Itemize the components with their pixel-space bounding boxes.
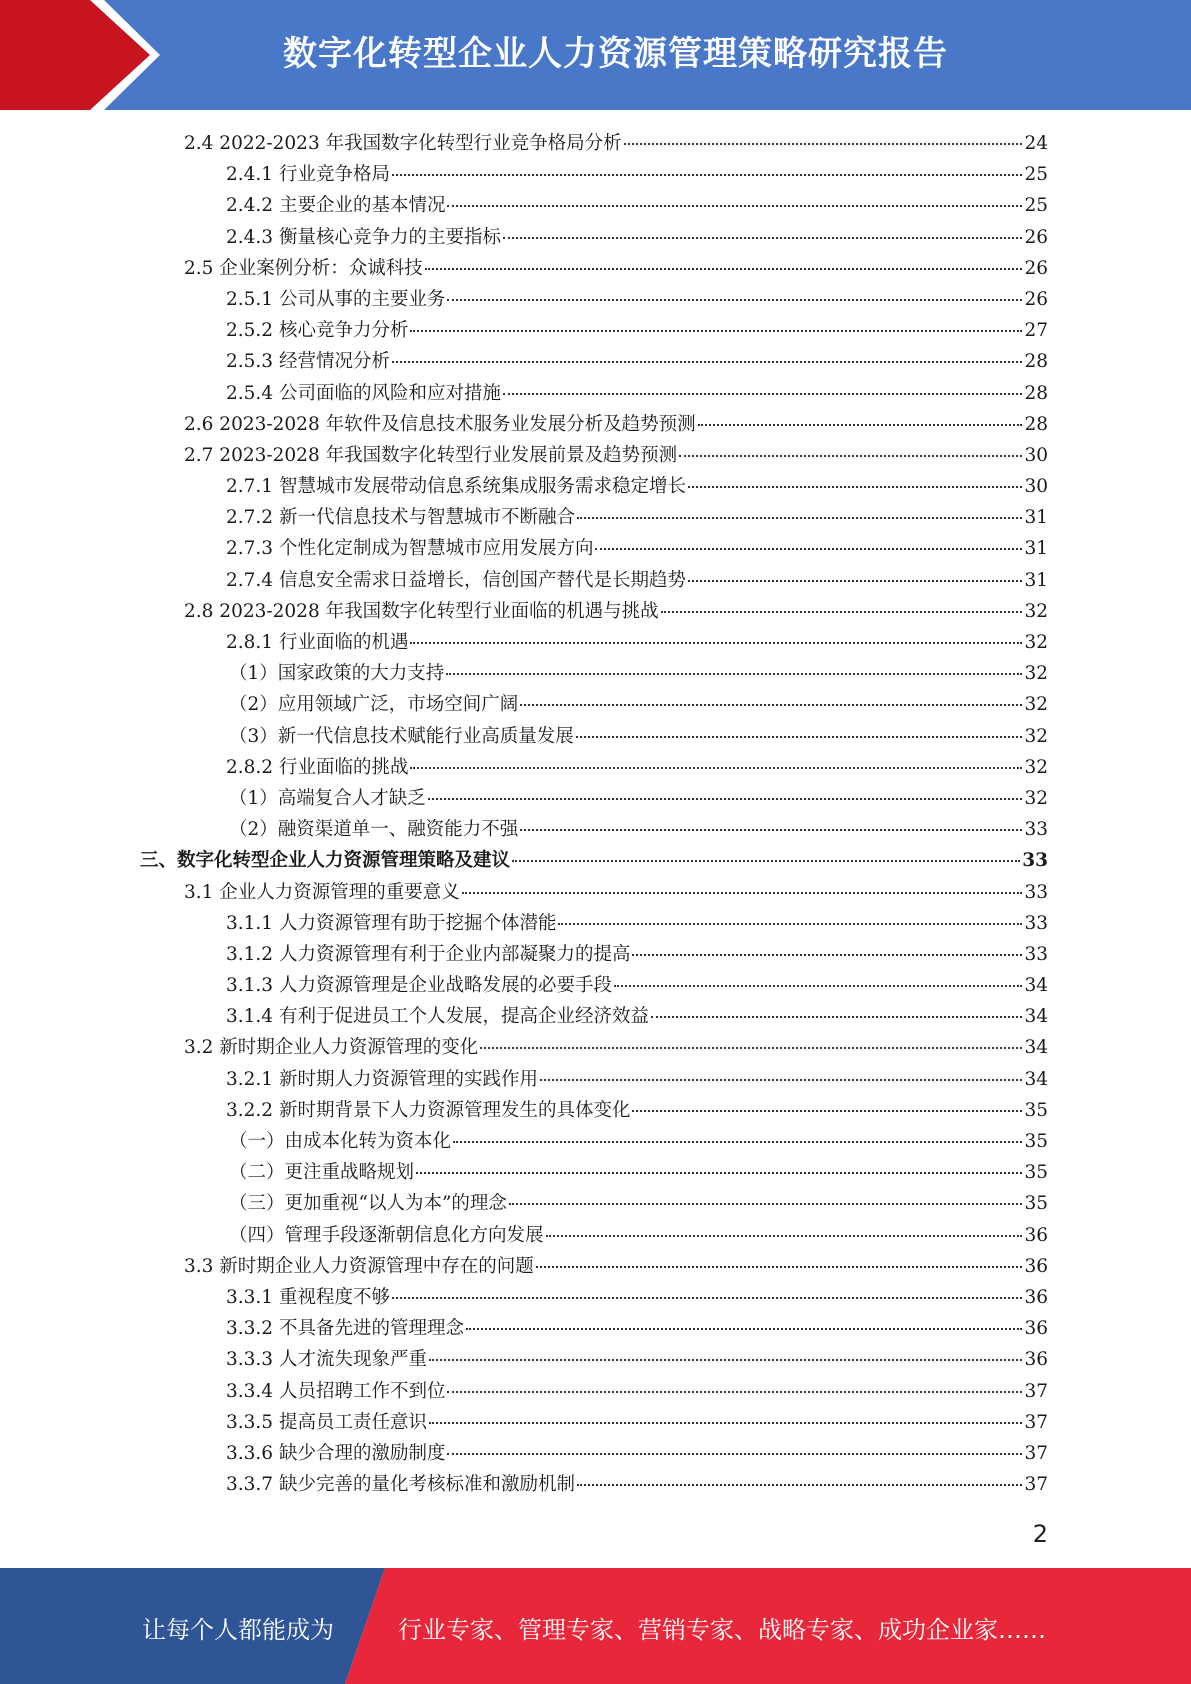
toc-entry-title: 3.3.7 缺少完善的量化考核标准和激励机制 <box>226 1474 575 1496</box>
toc-dot-leader <box>392 1279 1022 1299</box>
toc-dot-leader <box>428 780 1023 800</box>
toc-entry-title: 3.1.2 人力资源管理有利于企业内部凝聚力的提高 <box>226 943 631 965</box>
toc-entry-title: （2）应用领域广泛，市场空间广阔 <box>229 694 519 716</box>
toc-entry-title: 2.7.1 智慧城市发展带动信息系统集成服务需求稳定增长 <box>226 476 686 498</box>
toc-entry-page: 34 <box>1024 1037 1048 1059</box>
toc-dot-leader <box>447 187 1022 207</box>
toc-entry[interactable] <box>140 1188 1048 1219</box>
toc-dot-leader <box>446 655 1022 675</box>
toc-entry-title: 2.5.2 核心竞争力分析 <box>226 320 409 342</box>
toc-entry-page: 26 <box>1024 257 1048 279</box>
toc-entry-page: 24 <box>1024 133 1048 154</box>
toc-entry[interactable] <box>140 658 1048 689</box>
toc-entry-page: 32 <box>1024 756 1048 778</box>
toc-entry[interactable] <box>140 596 1048 627</box>
page-number: 2 <box>1032 1520 1048 1548</box>
toc-entry-title: 2.5.4 公司面临的风险和应对措施 <box>226 382 501 404</box>
footer-slogan-left: 让每个人都能成为 <box>142 1616 334 1644</box>
toc-entry-title: （四）管理手段逐渐朝信息化方向发展 <box>229 1224 544 1246</box>
toc-entry[interactable] <box>140 1376 1048 1407</box>
toc-dot-leader <box>392 343 1022 363</box>
toc-entry[interactable] <box>140 1251 1048 1282</box>
toc-dot-leader <box>624 125 1023 145</box>
toc-entry[interactable] <box>140 752 1048 783</box>
toc-entry-page: 35 <box>1024 1162 1048 1184</box>
toc-entry-title: （3）新一代信息技术赋能行业高质量发展 <box>229 725 574 747</box>
toc-entry[interactable] <box>140 409 1048 440</box>
toc-entry-title: 3.3.2 不具备先进的管理理念 <box>226 1318 464 1340</box>
toc-dot-leader <box>416 1154 1022 1174</box>
toc-entry-page: 32 <box>1024 787 1048 809</box>
footer-slogan-right: 行业专家、管理专家、营销专家、战略专家、成功企业家…… <box>398 1616 1046 1644</box>
toc-entry-title: （二）更注重战略规划 <box>229 1162 415 1184</box>
toc-entry-title: （1）高端复合人才缺乏 <box>229 787 426 809</box>
toc-entry[interactable] <box>140 1313 1048 1344</box>
toc-entry[interactable] <box>140 970 1048 1001</box>
toc-dot-leader <box>595 530 1022 550</box>
toc-entry[interactable] <box>140 1064 1048 1095</box>
toc-dot-leader <box>447 1435 1022 1455</box>
toc-entry-title: 3.1.1 人力资源管理有助于挖掘个体潜能 <box>226 912 557 934</box>
toc-dot-leader <box>410 749 1022 769</box>
toc-dot-leader <box>520 686 1022 706</box>
toc-entry-title: （1）国家政策的大力支持 <box>229 663 445 685</box>
toc-entry-title: 2.8.2 行业面临的挑战 <box>226 756 409 778</box>
toc-dot-leader <box>651 998 1022 1018</box>
toc-entry[interactable] <box>140 1407 1048 1438</box>
toc-dot-leader <box>466 1310 1022 1330</box>
toc-dot-leader <box>392 156 1022 176</box>
toc-entry-title: 2.4.2 主要企业的基本情况 <box>226 195 446 217</box>
toc-entry-title: 3.3.3 人才流失现象严重 <box>226 1349 427 1371</box>
toc-entry[interactable] <box>140 1438 1048 1469</box>
toc-dot-leader <box>509 1185 1023 1205</box>
toc-dot-leader <box>577 499 1022 519</box>
toc-entry-page: 25 <box>1024 195 1048 217</box>
toc-entry-title: 3.3 新时期企业人力资源管理中存在的问题 <box>184 1255 534 1277</box>
toc-entry-page: 36 <box>1024 1318 1048 1340</box>
toc-dot-leader <box>520 811 1022 831</box>
toc-entry-title: （三）更加重视“以人为本”的理念 <box>229 1193 507 1215</box>
toc-entry-title: （一）由成本化转为资本化 <box>229 1131 452 1152</box>
toc-entry[interactable] <box>140 689 1048 720</box>
toc-entry[interactable] <box>140 1157 1048 1188</box>
toc-entry-page: 36 <box>1024 1255 1048 1277</box>
toc-entry-title: 3.3.4 人员招聘工作不到位 <box>226 1380 446 1402</box>
toc-entry-title: 2.7 2023-2028 年我国数字化转型行业发展前景及趋势预测 <box>184 444 678 466</box>
toc-entry-page: 26 <box>1024 288 1048 310</box>
toc-entry-page: 33 <box>1024 912 1048 934</box>
toc-entry[interactable] <box>140 1282 1048 1313</box>
toc-entry-title: 2.4.3 衡量核心竞争力的主要指标 <box>226 226 501 248</box>
toc-entry-page: 25 <box>1024 164 1048 186</box>
toc-entry-title: 2.5 企业案例分析：众诚科技 <box>184 257 423 279</box>
toc-entry-title: 3.3.5 提高员工责任意识 <box>226 1411 427 1433</box>
toc-entry-page: 35 <box>1024 1131 1048 1152</box>
toc-dot-leader <box>447 1373 1022 1393</box>
toc-entry-page: 28 <box>1024 413 1048 435</box>
toc-dot-leader <box>536 1248 1023 1268</box>
toc-entry-page: 36 <box>1024 1224 1048 1246</box>
toc-entry-page: 33 <box>1024 943 1048 965</box>
toc-entry[interactable] <box>140 1220 1048 1251</box>
toc-dot-leader <box>410 312 1022 332</box>
toc-entry-page: 36 <box>1024 1286 1048 1308</box>
toc-entry[interactable] <box>140 533 1048 564</box>
toc-entry[interactable] <box>140 627 1048 658</box>
toc-dot-leader <box>453 1123 1022 1143</box>
toc-entry-page: 27 <box>1024 320 1048 342</box>
toc-dot-leader <box>540 1061 1022 1081</box>
toc-entry-page: 31 <box>1024 507 1048 529</box>
toc-entry-title: 2.6 2023-2028 年软件及信息技术服务业发展分析及趋势预测 <box>184 413 696 435</box>
toc-entry-title: 三、数字化转型企业人力资源管理策略及建议 <box>140 850 511 872</box>
toc-dot-leader <box>688 562 1022 582</box>
toc-dot-leader <box>503 219 1022 239</box>
toc-entry[interactable] <box>140 128 1048 159</box>
toc-entry-page: 31 <box>1024 538 1048 560</box>
toc-entry[interactable] <box>140 565 1048 596</box>
toc-dot-leader <box>661 593 1023 613</box>
toc-entry-page: 30 <box>1024 476 1048 498</box>
toc-entry[interactable] <box>140 471 1048 502</box>
toc-entry-title: 2.7.2 新一代信息技术与智慧城市不断融合 <box>226 507 575 529</box>
toc-entry-page: 33 <box>1024 819 1048 841</box>
toc-dot-leader <box>632 936 1022 956</box>
toc-entry-page: 32 <box>1024 663 1048 685</box>
toc-entry-page: 32 <box>1024 632 1048 653</box>
toc-entry-page: 34 <box>1024 975 1048 997</box>
toc-entry-page: 26 <box>1024 226 1048 248</box>
toc-dot-leader <box>480 1029 1022 1049</box>
toc-entry[interactable] <box>140 284 1048 315</box>
toc-entry[interactable] <box>140 939 1048 970</box>
toc-entry-title: 2.7.4 信息安全需求日益增长，信创国产替代是长期趋势 <box>226 569 686 591</box>
toc-entry-page: 35 <box>1024 1099 1048 1121</box>
toc-entry[interactable] <box>140 1001 1048 1032</box>
toc-dot-leader <box>614 967 1022 987</box>
toc-entry-title: 3.2.2 新时期背景下人力资源管理发生的具体变化 <box>226 1099 631 1121</box>
toc-dot-leader <box>425 250 1023 270</box>
toc-entry-title: 2.4 2022-2023 年我国数字化转型行业竞争格局分析 <box>184 133 622 154</box>
toc-dot-leader <box>410 624 1022 644</box>
toc-dot-leader <box>577 1466 1022 1486</box>
toc-entry-page: 28 <box>1024 382 1048 404</box>
toc-dot-leader <box>698 406 1023 426</box>
toc-dot-leader <box>429 1404 1022 1424</box>
toc-entry-title: 3.1.4 有利于促进员工个人发展，提高企业经济效益 <box>226 1006 649 1028</box>
toc-entry-page: 30 <box>1024 444 1048 466</box>
toc-entry[interactable] <box>140 502 1048 533</box>
toc-entry-title: 3.2 新时期企业人力资源管理的变化 <box>184 1037 479 1059</box>
toc-dot-leader <box>462 874 1023 894</box>
toc-dot-leader <box>679 437 1022 457</box>
toc-entry[interactable] <box>140 845 1048 876</box>
toc-entry-title: 2.5.1 公司从事的主要业务 <box>226 288 446 310</box>
toc-dot-leader <box>512 842 1020 862</box>
toc-entry-title: 2.7.3 个性化定制成为智慧城市应用发展方向 <box>226 538 594 560</box>
toc-entry-title: 3.3.6 缺少合理的激励制度 <box>226 1442 446 1464</box>
toc-entry-page: 32 <box>1024 600 1048 622</box>
toc-dot-leader <box>576 718 1023 738</box>
toc-dot-leader <box>688 468 1022 488</box>
page-header <box>0 0 1191 110</box>
toc-entry[interactable] <box>140 315 1048 346</box>
toc-entry[interactable] <box>140 253 1048 284</box>
toc-entry[interactable] <box>140 222 1048 253</box>
toc-entry-page: 32 <box>1024 694 1048 716</box>
toc-dot-leader <box>546 1217 1023 1237</box>
toc-entry[interactable] <box>140 908 1048 939</box>
toc-entry-page: 32 <box>1024 725 1048 747</box>
toc-entry-title: 3.3.1 重视程度不够 <box>226 1286 390 1308</box>
toc-dot-leader <box>558 905 1022 925</box>
toc-dot-leader <box>632 1092 1022 1112</box>
toc-entry-title: 2.5.3 经营情况分析 <box>226 351 390 373</box>
report-title: 数字化转型企业人力资源管理策略研究报告 <box>283 34 948 74</box>
toc-entry[interactable] <box>140 378 1048 409</box>
toc-entry-page: 37 <box>1024 1380 1048 1402</box>
toc-entry-title: 3.2.1 新时期人力资源管理的实践作用 <box>226 1068 538 1090</box>
toc-entry[interactable] <box>140 1469 1048 1500</box>
toc-dot-leader <box>429 1341 1022 1361</box>
toc-entry-page: 35 <box>1024 1193 1048 1215</box>
toc-entry-title: 2.4.1 行业竞争格局 <box>226 164 390 186</box>
toc-entry[interactable] <box>140 1032 1048 1063</box>
table-of-contents <box>140 128 1048 1500</box>
toc-entry-page: 33 <box>1024 881 1048 903</box>
toc-entry-title: （2）融资渠道单一、融资能力不强 <box>229 819 519 841</box>
page-footer <box>0 1568 1191 1684</box>
toc-entry[interactable] <box>140 1344 1048 1375</box>
toc-entry[interactable] <box>140 346 1048 377</box>
toc-entry-page: 33 <box>1022 850 1048 872</box>
toc-entry-page: 34 <box>1024 1068 1048 1090</box>
toc-entry[interactable] <box>140 159 1048 190</box>
toc-entry[interactable] <box>140 814 1048 845</box>
toc-entry-title: 3.1 企业人力资源管理的重要意义 <box>184 881 460 903</box>
toc-entry[interactable] <box>140 1095 1048 1126</box>
toc-entry-title: 2.8.1 行业面临的机遇 <box>226 632 409 653</box>
toc-entry[interactable] <box>140 877 1048 908</box>
toc-entry-page: 37 <box>1024 1442 1048 1464</box>
toc-entry-page: 37 <box>1024 1474 1048 1496</box>
toc-entry[interactable] <box>140 440 1048 471</box>
toc-entry-page: 37 <box>1024 1411 1048 1433</box>
toc-entry-page: 36 <box>1024 1349 1048 1371</box>
toc-entry[interactable] <box>140 721 1048 752</box>
toc-entry[interactable] <box>140 783 1048 814</box>
toc-dot-leader <box>447 281 1022 301</box>
toc-entry[interactable] <box>140 1126 1048 1157</box>
toc-entry-page: 31 <box>1024 569 1048 591</box>
toc-entry[interactable] <box>140 190 1048 221</box>
toc-entry-title: 3.1.3 人力资源管理是企业战略发展的必要手段 <box>226 975 612 997</box>
toc-entry-title: 2.8 2023-2028 年我国数字化转型行业面临的机遇与挑战 <box>184 600 659 622</box>
toc-entry-page: 28 <box>1024 351 1048 373</box>
toc-dot-leader <box>503 375 1022 395</box>
toc-entry-page: 34 <box>1024 1006 1048 1028</box>
